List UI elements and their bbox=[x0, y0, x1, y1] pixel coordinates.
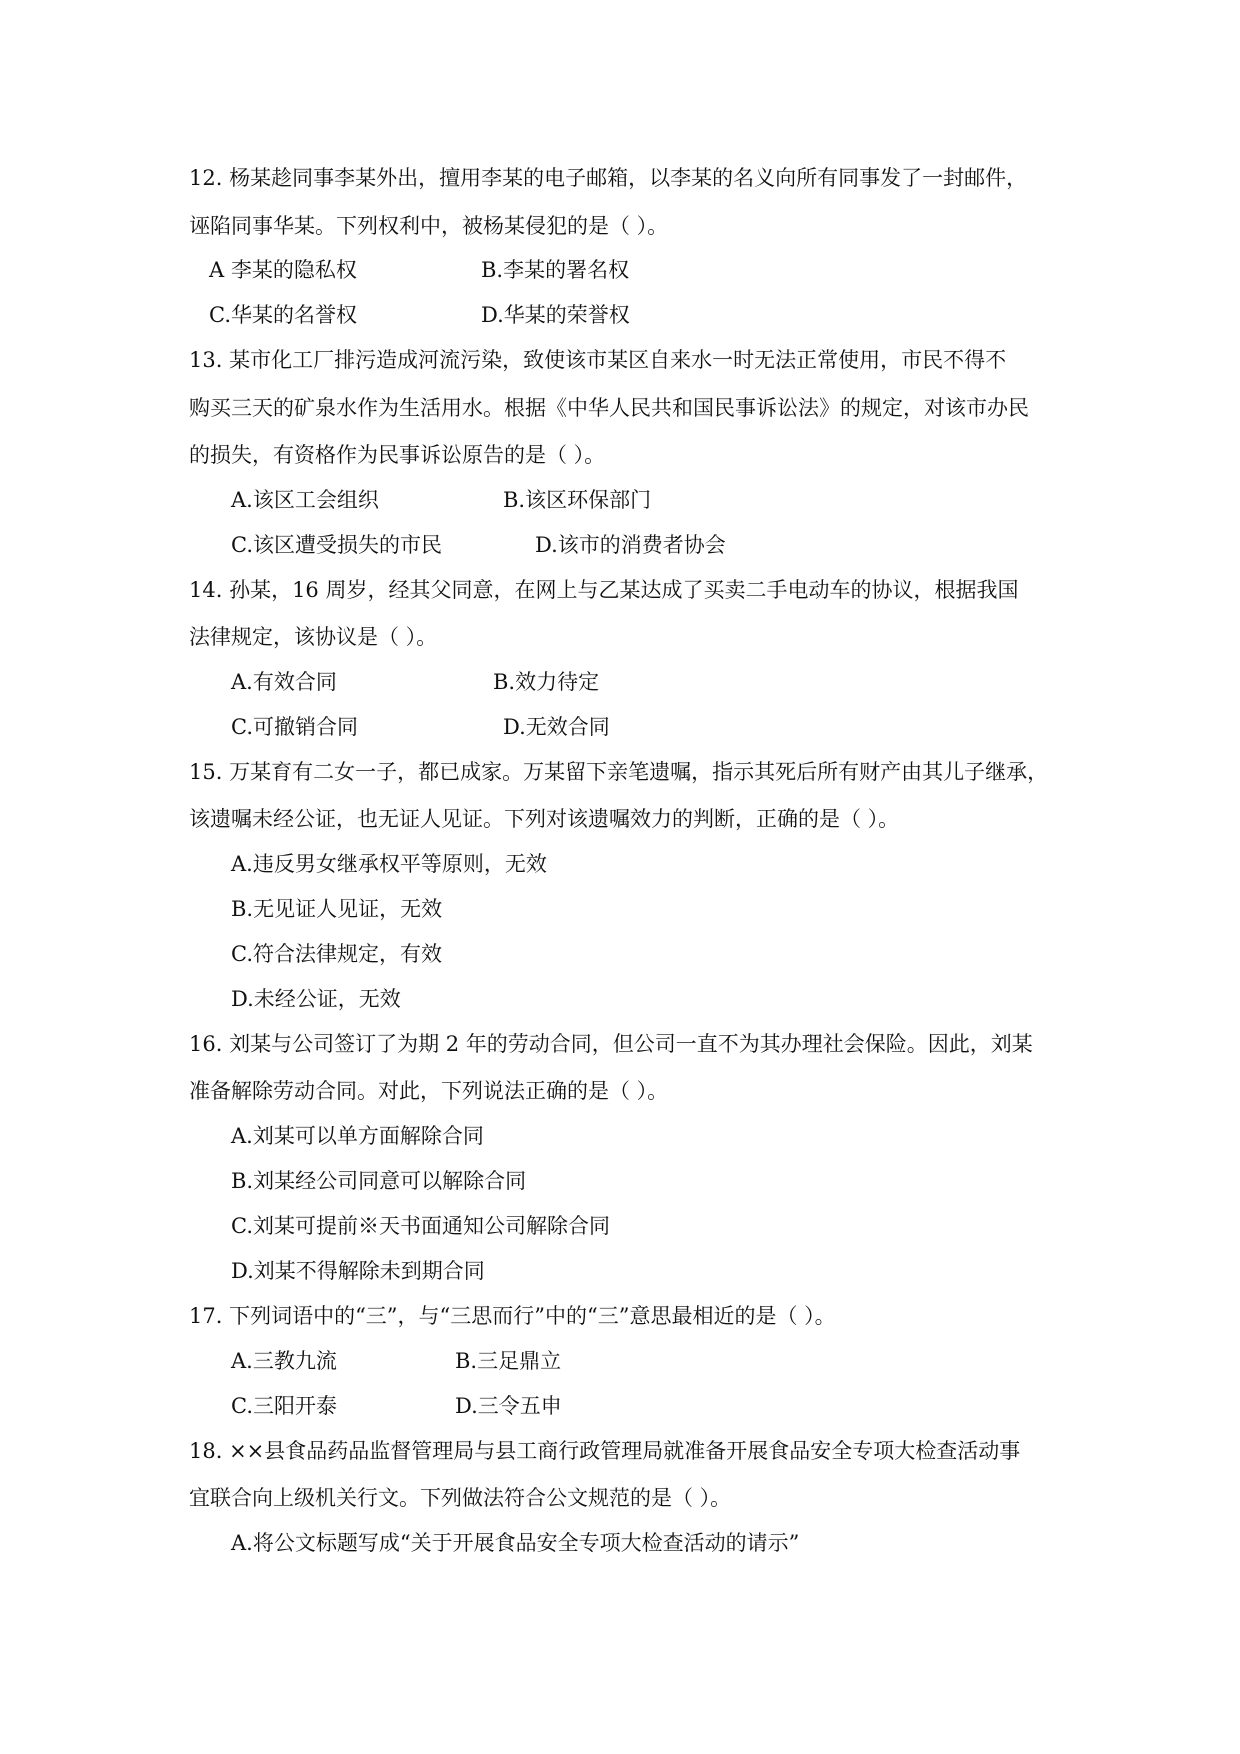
question-12-stem-line-1: 12. 杨某趁同事李某外出，擅用李某的电子邮箱，以李某的名义向所有同事发了一封邮件， bbox=[189, 166, 1028, 190]
question-13-stem-line-3: 的损失，有资格作为民事诉讼原告的是（ ）。 bbox=[189, 443, 606, 467]
question-14-option-d: D.无效合同 bbox=[503, 715, 610, 739]
question-15-option-b: B.无见证人见证，无效 bbox=[231, 897, 443, 921]
question-18-stem-line-1: 18. ××县食品药品监督管理局与县工商行政管理局就准备开展食品安全专项大检查活动事 bbox=[189, 1439, 1021, 1463]
question-13-option-b: B.该区环保部门 bbox=[503, 488, 652, 512]
question-15-stem-line-2: 该遗嘱未经公证，也无证人见证。下列对该遗嘱效力的判断，正确的是（ ）。 bbox=[189, 807, 900, 831]
question-18-stem-line-2: 宜联合向上级机关行文。下列做法符合公文规范的是（ ）。 bbox=[189, 1486, 732, 1510]
question-13-option-d: D.该市的消费者协会 bbox=[535, 533, 726, 557]
question-14-option-c: C.可撤销合同 bbox=[231, 715, 358, 739]
question-14-stem-line-1: 14. 孙某，16 周岁，经其父同意，在网上与乙某达成了买卖二手电动车的协议，根据我国 bbox=[189, 578, 1019, 602]
question-16-option-c: C.刘某可提前※天书面通知公司解除合同 bbox=[231, 1214, 610, 1238]
question-17-option-a: A.三教九流 bbox=[231, 1349, 337, 1373]
question-16-stem-line-2: 准备解除劳动合同。对此，下列说法正确的是（ ）。 bbox=[189, 1079, 669, 1103]
question-14-option-a: A.有效合同 bbox=[231, 670, 337, 694]
question-16-option-b: B.刘某经公司同意可以解除合同 bbox=[231, 1169, 527, 1193]
question-12-option-b: B.李某的署名权 bbox=[481, 258, 630, 282]
question-16-stem-line-1: 16. 刘某与公司签订了为期 2 年的劳动合同，但公司一直不为其办理社会保险。因此，刘某 bbox=[189, 1032, 1033, 1056]
question-17-option-b: B.三足鼎立 bbox=[455, 1349, 562, 1373]
question-13-stem-line-2: 购买三天的矿泉水作为生活用水。根据《中华人民共和国民事诉讼法》的规定，对该市办民 bbox=[189, 396, 1029, 420]
question-13-stem-line-1: 13. 某市化工厂排污造成河流污染，致使该市某区自来水一时无法正常使用，市民不得不 bbox=[189, 348, 1007, 372]
question-12-option-a: A 李某的隐私权 bbox=[209, 258, 357, 282]
question-17-stem-line-1: 17. 下列词语中的“三”，与“三思而行”中的“三”意思最相近的是（ ）。 bbox=[189, 1304, 836, 1328]
question-13-option-c: C.该区遭受损失的市民 bbox=[231, 533, 442, 557]
question-15-option-a: A.违反男女继承权平等原则，无效 bbox=[231, 852, 547, 876]
question-12-stem-line-2: 诬陷同事华某。下列权利中，被杨某侵犯的是（ ）。 bbox=[189, 214, 669, 238]
question-12-option-c: C.华某的名誉权 bbox=[209, 303, 357, 327]
question-15-stem-line-1: 15. 万某育有二女一子，都已成家。万某留下亲笔遗嘱，指示其死后所有财产由其儿子继承， bbox=[189, 760, 1049, 784]
question-15-option-c: C.符合法律规定，有效 bbox=[231, 942, 442, 966]
question-16-option-a: A.刘某可以单方面解除合同 bbox=[231, 1124, 484, 1148]
question-13-option-a: A.该区工会组织 bbox=[231, 488, 379, 512]
question-16-option-d: D.刘某不得解除未到期合同 bbox=[231, 1259, 485, 1283]
question-18-option-a: A.将公文标题写成“关于开展食品安全专项大检查活动的请示” bbox=[231, 1531, 800, 1555]
question-17-option-c: C.三阳开泰 bbox=[231, 1394, 337, 1418]
question-15-option-d: D.未经公证，无效 bbox=[231, 987, 401, 1011]
question-14-stem-line-2: 法律规定，该协议是（ ）。 bbox=[189, 625, 438, 649]
question-14-option-b: B.效力待定 bbox=[493, 670, 600, 694]
question-12-option-d: D.华某的荣誉权 bbox=[481, 303, 630, 327]
question-17-option-d: D.三令五申 bbox=[455, 1394, 562, 1418]
